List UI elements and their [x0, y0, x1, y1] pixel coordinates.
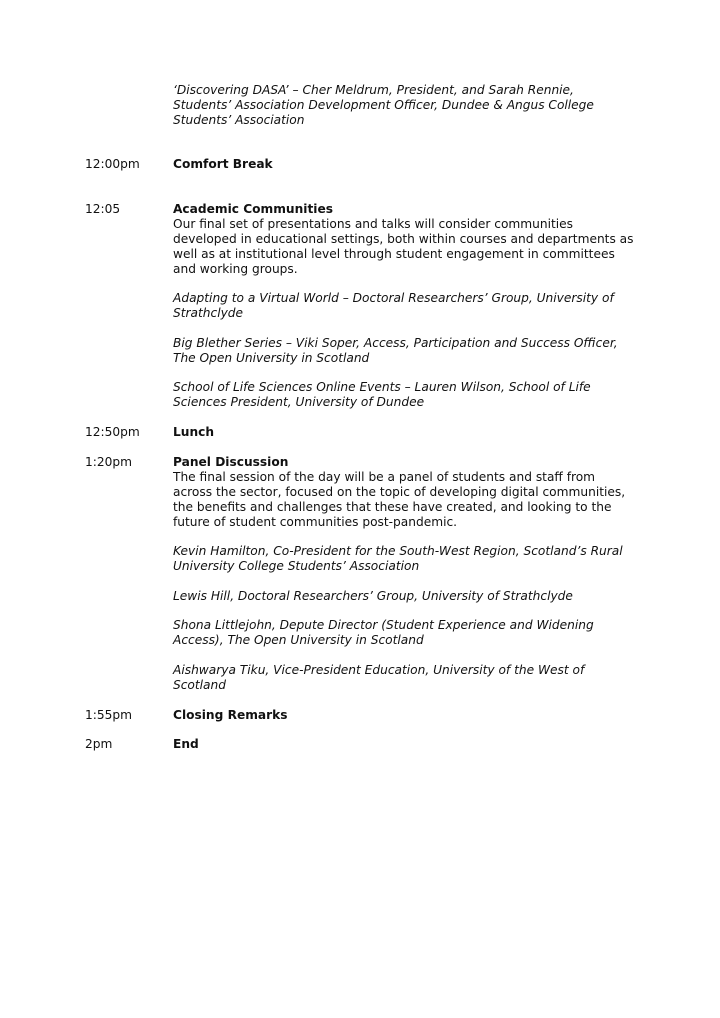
text-line: well as at institutional level through student engagement in committees	[173, 247, 615, 261]
text-line: The final session of the day will be a panel of students and staff from	[173, 470, 596, 484]
text-line: Kevin Hamilton, Co-President for the South-West Region, Scotland’s Rural	[173, 544, 623, 558]
text-line: Aishwarya Tiku, Vice-President Education, University of the West of	[173, 663, 585, 677]
text-line: School of Life Sciences Online Events – Lauren Wilson, School of Life	[173, 380, 591, 394]
session-description	[173, 470, 643, 530]
text-line: Strathclyde	[173, 306, 244, 320]
schedule-time: 12:00pm	[85, 157, 140, 171]
text-line: ‘Discovering DASA’ – Cher Meldrum, President, and Sarah Rennie,	[173, 83, 574, 97]
schedule-time: 2pm	[85, 737, 113, 751]
text-line: Access), The Open University in Scotland	[173, 633, 424, 647]
schedule-title: Panel Discussion	[173, 455, 289, 469]
text-line: Adapting to a Virtual World – Doctoral Researchers’ Group, University of	[173, 291, 614, 305]
session-description	[173, 217, 643, 277]
text-line: The Open University in Scotland	[173, 351, 370, 365]
text-line: Sciences President, University of Dundee	[173, 395, 425, 409]
text-line: Shona Littlejohn, Depute Director (Student Experience and Widening	[173, 618, 594, 632]
text-line: Students’ Association Development Officer, Dundee & Angus College	[173, 98, 594, 112]
schedule-title: End	[173, 737, 199, 751]
schedule-title: Lunch	[173, 425, 215, 439]
text-line: Big Blether Series – Viki Soper, Access, Participation and Success Officer,	[173, 336, 618, 350]
text-line: developed in educational settings, both within courses and departments as	[173, 232, 634, 246]
text-line: Students’ Association	[173, 113, 305, 127]
text-line: future of student communities post-pandemic.	[173, 515, 458, 529]
schedule-time: 12:50pm	[85, 425, 140, 439]
intro-speaker-text	[173, 83, 643, 128]
text-line: the benefits and challenges that these have created, and looking to the	[173, 500, 612, 514]
text-line: Our final set of presentations and talks will consider communities	[173, 217, 574, 231]
schedule-title: Comfort Break	[173, 157, 273, 171]
text-line: and working groups.	[173, 262, 298, 276]
schedule-time: 12:05	[85, 202, 121, 216]
schedule-title: Academic Communities	[173, 202, 333, 216]
schedule-time: 1:20pm	[85, 455, 132, 469]
text-line: across the sector, focused on the topic of developing digital communities,	[173, 485, 626, 499]
schedule-time: 1:55pm	[85, 708, 132, 722]
text-line: Lewis Hill, Doctoral Researchers’ Group, University of Strathclyde	[173, 589, 573, 603]
text-line: Scotland	[173, 678, 226, 692]
schedule-title: Closing Remarks	[173, 708, 288, 722]
text-line: University College Students’ Association	[173, 559, 420, 573]
